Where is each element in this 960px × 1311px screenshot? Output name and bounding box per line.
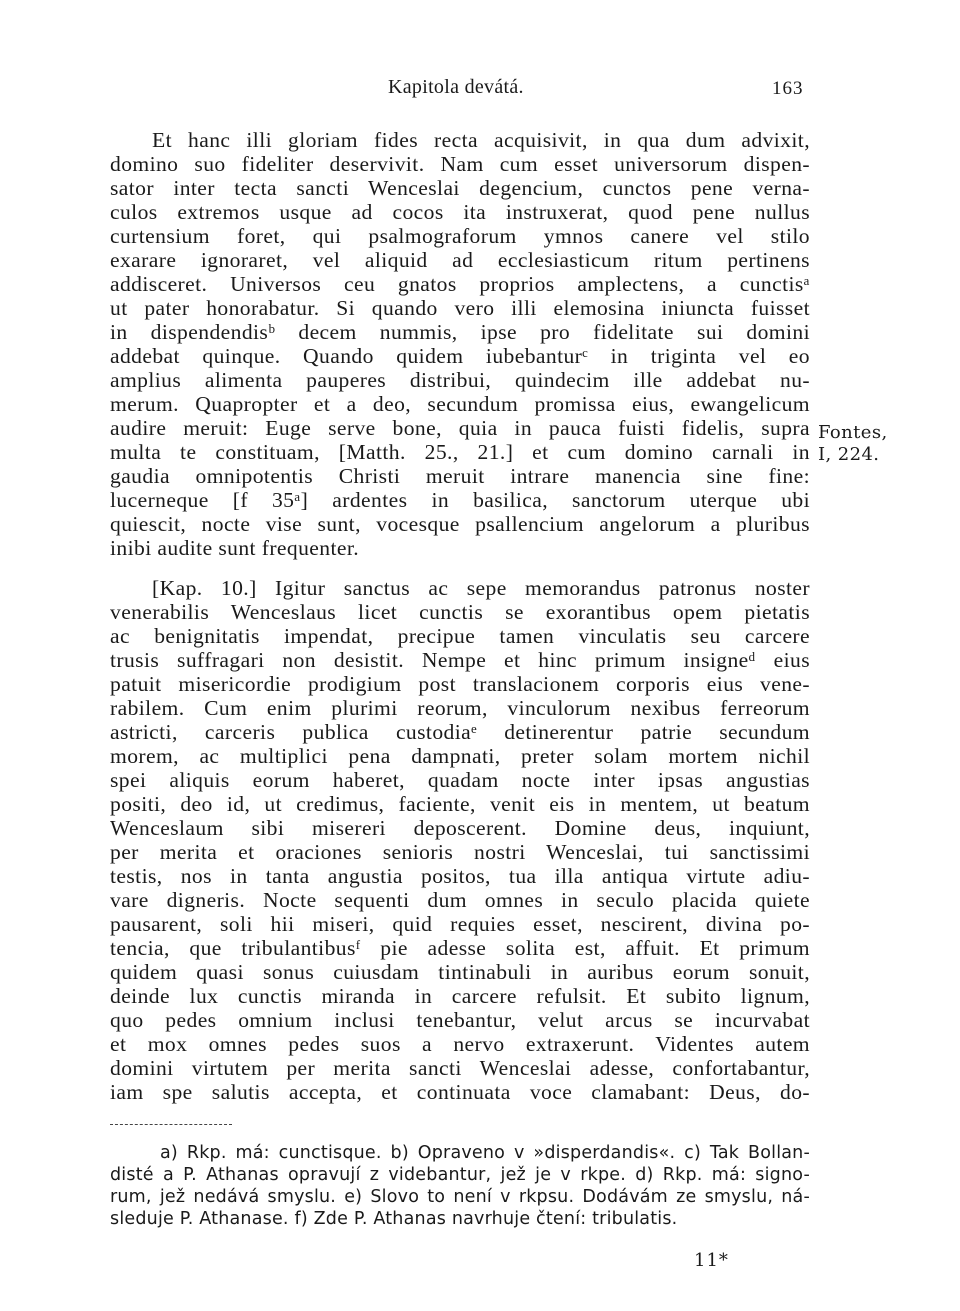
margin-source-note <box>818 422 888 466</box>
text-line: merum. Quapropter et a deo, secundum promissa eius, ewangelicum <box>110 392 810 416</box>
text-line: iam spe salutis accepta, et continuata voce clamabant: Deus, do- <box>110 1080 810 1104</box>
text-line: Et hanc illi gloriam fides recta acquisivit, in qua dum advixit, <box>152 128 810 152</box>
signature-mark: 11* <box>694 1250 729 1271</box>
text-line: [Kap. 10.] Igitur sanctus ac sepe memorandus patronus noster <box>152 576 810 600</box>
text-line: addebat quinque. Quando quidem iubebanturᶜ in triginta vel eo <box>110 344 810 368</box>
text-line: et mox omnes pedes suos a nervo extraxerunt. Videntes autem <box>110 1032 810 1056</box>
page-number: 163 <box>772 78 804 99</box>
text-line: patuit misericordie prodigium post translacionem corporis eius vene- <box>110 672 810 696</box>
text-line: astricti, carceris publica custodiaᵉ detinerentur patrie secundum <box>110 720 810 744</box>
paragraph-1 <box>110 128 810 560</box>
text-line: deinde lux cunctis miranda in carcere refulsit. Et subito lignum, <box>110 984 810 1008</box>
text-line: exarare ignoraret, vel aliquid ad ecclesiasticum ritum pertinens <box>110 248 810 272</box>
text-line: venerabilis Wenceslaus licet cunctis se exorantibus opem pietatis <box>110 600 810 624</box>
text-line: sator inter tecta sancti Wenceslai degencium, cunctos pene verna- <box>110 176 810 200</box>
footnote-divider <box>110 1124 232 1125</box>
text-line: vare digneris. Nocte sequenti dum omnes in seculo placida quiete <box>110 888 810 912</box>
text-line: testis, nos in tanta angustia positos, tua illa antiqua virtute adiu- <box>110 864 810 888</box>
text-line: lucerneque [f 35ᵃ] ardentes in basilica, sanctorum uterque ubi <box>110 488 810 512</box>
text-line: quo pedes omnium inclusi tenebantur, velut arcus se incurvabat <box>110 1008 810 1032</box>
text-line: gaudia omnipotentis Christi meruit intrare manencia sine fine: <box>110 464 810 488</box>
margin-note-line: I, 224. <box>818 444 880 465</box>
text-line: ut pater honorabatur. Si quando vero illi elemosina iniuncta fuisset <box>110 296 810 320</box>
text-line: curtensium foret, qui psalmograforum ymnos canere vel stilo <box>110 224 810 248</box>
footnote-line: rum, jež nedává smyslu. e) Slovo to není v rkpsu. Dodávám ze smyslu, ná- <box>110 1187 810 1207</box>
text-line: positi, deo id, ut credimus, faciente, venit eis in mentem, ut beatum <box>110 792 810 816</box>
text-line: pausarent, soli hii miseri, quid requies esset, nescirent, divina po- <box>110 912 810 936</box>
text-line: domini virtutem per merita sancti Wenceslai adesse, confortabantur, <box>110 1056 810 1080</box>
text-line: culos extremos usque ad cocos ita instruxerat, quod pene nullus <box>110 200 810 224</box>
paragraph-2 <box>110 576 810 1104</box>
footnotes <box>110 1142 810 1230</box>
margin-note-line: Fontes, <box>818 422 888 443</box>
text-line: quiescit, nocte vise sunt, vocesque psallencium angelorum a pluribus <box>110 512 810 536</box>
text-line: spei aliquis eorum haberet, quadam nocte inter ipsas angustias <box>110 768 810 792</box>
text-line: addisceret. Universos ceu gnatos proprios amplectens, a cunctisᵃ <box>110 272 810 296</box>
text-line: Wenceslaum sibi misereri deposcerent. Domine deus, inquiunt, <box>110 816 810 840</box>
footnote-line: sleduje P. Athanase. f) Zde P. Athanas navrhuje čtení: tribulatis. <box>110 1209 678 1229</box>
text-line: quidem quasi sonus cuiusdam tintinabuli in auribus eorum sonuit, <box>110 960 810 984</box>
text-line: domino suo fideliter deservivit. Nam cum esset universorum dispen- <box>110 152 810 176</box>
text-line: per merita et oraciones senioris nostri Wenceslai, tui sanctissimi <box>110 840 810 864</box>
text-line: trusis suffragari non desistit. Nempe et hinc primum insigneᵈ eius <box>110 648 810 672</box>
footnote-line: a) Rkp. má: cunctisque. b) Opraveno v »disperdandis«. c) Tak Bollan- <box>160 1143 810 1163</box>
text-line: tencia, que tribulantibusᶠ pie adesse solita est, affuit. Et primum <box>110 936 810 960</box>
text-line: audire meruit: Euge serve bone, quia in pauca fuisti fidelis, supra <box>110 416 810 440</box>
footnote-line: disté a P. Athanas opravují z videbantur, jež je v rkpe. d) Rkp. má: signo- <box>110 1165 810 1185</box>
text-line: morem, ac multiplici pena dampnati, preter solam mortem nichil <box>110 744 810 768</box>
text-line: amplius alimenta pauperes distribui, quindecim ille addebat nu- <box>110 368 810 392</box>
running-header-title: Kapitola devátá. <box>388 76 524 98</box>
text-line: inibi audite sunt frequenter. <box>110 536 360 560</box>
text-line: rabilem. Cum enim plurimi reorum, vinculorum nexibus ferreorum <box>110 696 810 720</box>
text-line: ac benignitatis impendat, precipue tamen vinculatis seu carcere <box>110 624 810 648</box>
text-line: multa te constituam, [Matth. 25., 21.] et cum domino carnali in <box>110 440 810 464</box>
text-line: in dispendendisᵇ decem nummis, ipse pro fidelitate sui domini <box>110 320 810 344</box>
